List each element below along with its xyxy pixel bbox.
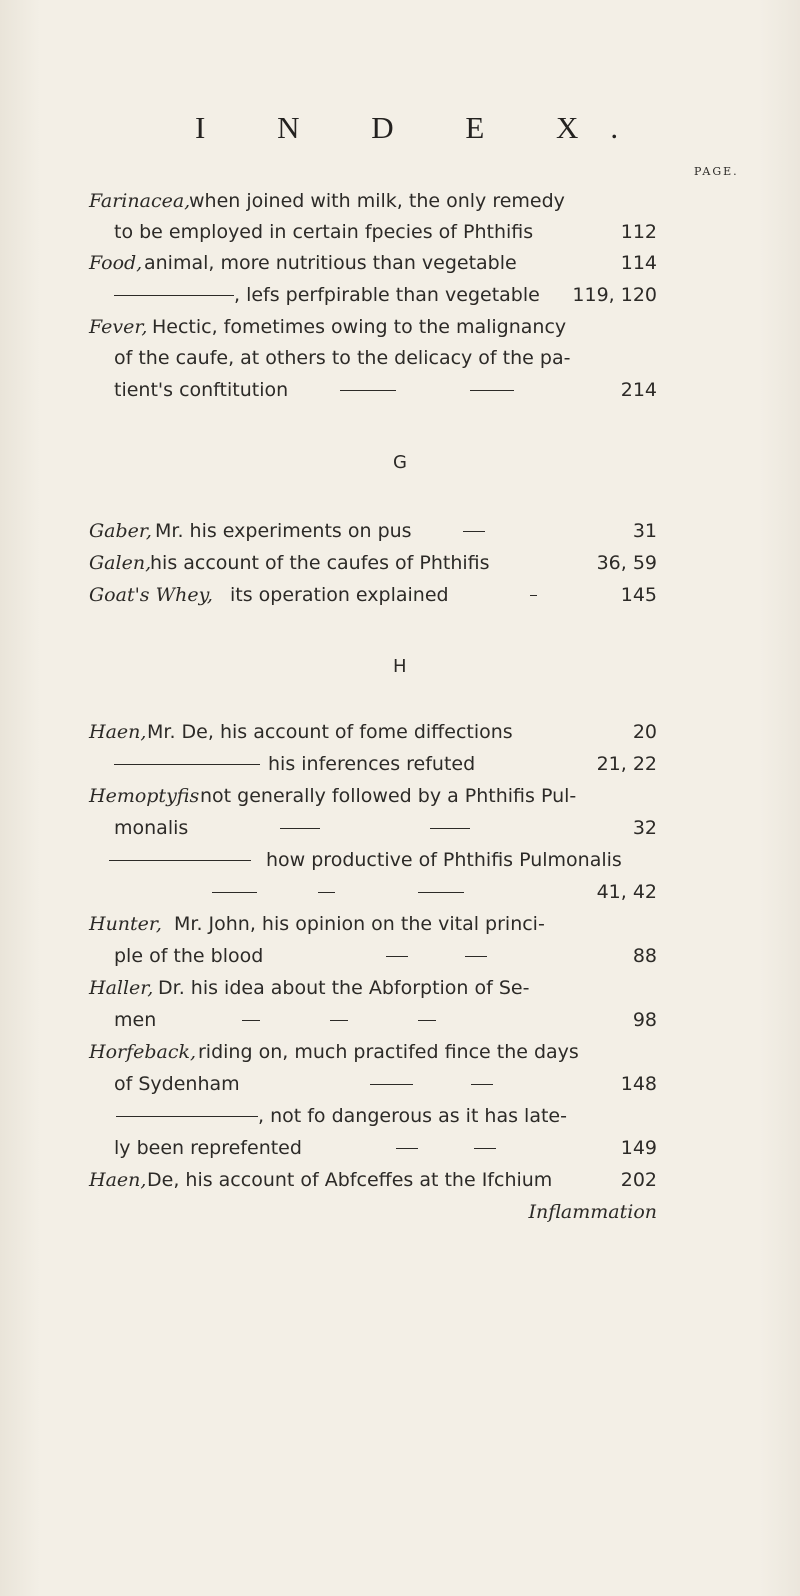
page-number: 145 xyxy=(620,584,657,606)
entry-head: Goat's Whey, xyxy=(89,584,213,606)
index-line xyxy=(0,748,800,780)
index-line xyxy=(0,374,800,406)
page-number: 149 xyxy=(620,1137,657,1159)
page-number: 21, 22 xyxy=(596,753,657,775)
entry-text: Mr. John, his opinion on the vital princi- xyxy=(174,913,545,935)
leader-rule xyxy=(212,892,257,893)
leader-rule xyxy=(330,1020,348,1021)
page-number: 41, 42 xyxy=(596,881,657,903)
entry-text: Hectic, fometimes owing to the malignancy xyxy=(152,316,567,338)
page-number: 114 xyxy=(620,252,657,274)
page-number: 112 xyxy=(620,221,657,243)
entry-text: not generally followed by a Phthifis Pul- xyxy=(200,785,577,807)
leader-rule xyxy=(430,828,470,829)
index-line xyxy=(0,1036,800,1068)
entry-text: when joined with milk, the only remedy xyxy=(189,190,565,212)
page-title: I N D E X. xyxy=(195,110,651,145)
entry-text: his account of the caufes of Phthifis xyxy=(150,552,490,574)
index-line xyxy=(0,908,800,940)
entry-head: Haen, xyxy=(89,721,147,743)
entry-text: of Sydenham xyxy=(114,1073,240,1095)
entry-head: Galen, xyxy=(89,552,152,574)
ditto-rule xyxy=(109,860,251,861)
index-line xyxy=(0,515,800,547)
entry-head: Haen, xyxy=(89,1169,147,1191)
page-number: 148 xyxy=(620,1073,657,1095)
index-line xyxy=(0,311,800,343)
index-line xyxy=(0,972,800,1004)
index-line xyxy=(0,716,800,748)
index-line xyxy=(0,547,800,579)
entry-head: Fever, xyxy=(89,316,148,338)
leader-rule xyxy=(396,1148,418,1149)
entry-text: Dr. his idea about the Abforption of Se- xyxy=(158,977,530,999)
leader-rule xyxy=(470,390,514,391)
leader-rule xyxy=(463,531,485,532)
page-number: 32 xyxy=(632,817,657,839)
leader-rule xyxy=(370,1084,413,1085)
entry-text: Mr. his experiments on pus xyxy=(155,520,412,542)
index-line xyxy=(0,342,800,374)
page-number: 88 xyxy=(632,945,657,967)
entry-text: ly been reprefented xyxy=(114,1137,302,1159)
ditto-rule xyxy=(114,295,234,296)
ditto-rule xyxy=(114,764,260,765)
page-number: 36, 59 xyxy=(596,552,657,574)
leader-rule xyxy=(530,595,537,596)
entry-head: Gaber, xyxy=(89,520,152,542)
entry-head: Haller, xyxy=(89,977,154,999)
entry-text: how productive of Phthifis Pulmonalis xyxy=(266,849,622,871)
entry-text: of the caufe, at others to the delicacy of the pa- xyxy=(114,347,571,369)
index-line xyxy=(0,579,800,611)
section-letter-h: H xyxy=(393,656,407,677)
entry-text: its operation explained xyxy=(230,584,449,606)
index-line xyxy=(0,844,800,876)
leader-rule xyxy=(474,1148,496,1149)
entry-text: to be employed in certain fpecies of Phthifis xyxy=(114,221,534,243)
leader-rule xyxy=(418,892,464,893)
index-line xyxy=(0,1004,800,1036)
index-line xyxy=(0,247,800,279)
entry-text: his inferences refuted xyxy=(268,753,476,775)
index-line xyxy=(0,279,800,311)
page-column-label: PAGE. xyxy=(694,165,739,178)
index-line xyxy=(0,1164,800,1196)
entry-head: Hunter, xyxy=(89,913,162,935)
page-number: 202 xyxy=(620,1169,657,1191)
leader-rule xyxy=(471,1084,493,1085)
index-line xyxy=(0,876,800,908)
leader-rule xyxy=(340,390,396,391)
entry-text: , not fo dangerous as it has late- xyxy=(258,1105,567,1127)
entry-head: Hemoptyfis xyxy=(89,785,200,807)
entry-head: Food, xyxy=(89,252,143,274)
entry-text: ple of the blood xyxy=(114,945,264,967)
leader-rule xyxy=(465,956,487,957)
page-number: 31 xyxy=(632,520,657,542)
index-line xyxy=(0,1100,800,1132)
index-line xyxy=(0,780,800,812)
leader-rule xyxy=(280,828,320,829)
ditto-rule xyxy=(116,1116,258,1117)
entry-text: Mr. De, his account of fome diffections xyxy=(147,721,513,743)
page-number: 119, 120 xyxy=(572,284,657,306)
index-line xyxy=(0,812,800,844)
catchword-line xyxy=(0,1196,800,1228)
entry-head: Farinacea, xyxy=(89,190,191,212)
index-line xyxy=(0,1068,800,1100)
entry-text: monalis xyxy=(114,817,189,839)
page-number: 214 xyxy=(620,379,657,401)
entry-text: De, his account of Abfceffes at the Ifchium xyxy=(147,1169,553,1191)
entry-head: Horfeback, xyxy=(89,1041,197,1063)
page-number: 20 xyxy=(632,721,657,743)
entry-text: men xyxy=(114,1009,157,1031)
leader-rule xyxy=(418,1020,436,1021)
entry-text: , lefs perfpirable than vegetable xyxy=(234,284,540,306)
leader-rule xyxy=(386,956,408,957)
entry-text: riding on, much practifed fince the days xyxy=(198,1041,579,1063)
index-line xyxy=(0,216,800,248)
page-number: 98 xyxy=(632,1009,657,1031)
entry-text: tient's conftitution xyxy=(114,379,289,401)
leader-rule xyxy=(242,1020,260,1021)
catchword: Inflammation xyxy=(528,1201,657,1223)
section-letter-g: G xyxy=(393,452,407,473)
index-line xyxy=(0,185,800,217)
entry-text: animal, more nutritious than vegetable xyxy=(144,252,517,274)
index-line xyxy=(0,1132,800,1164)
index-line xyxy=(0,940,800,972)
leader-rule xyxy=(318,892,335,893)
